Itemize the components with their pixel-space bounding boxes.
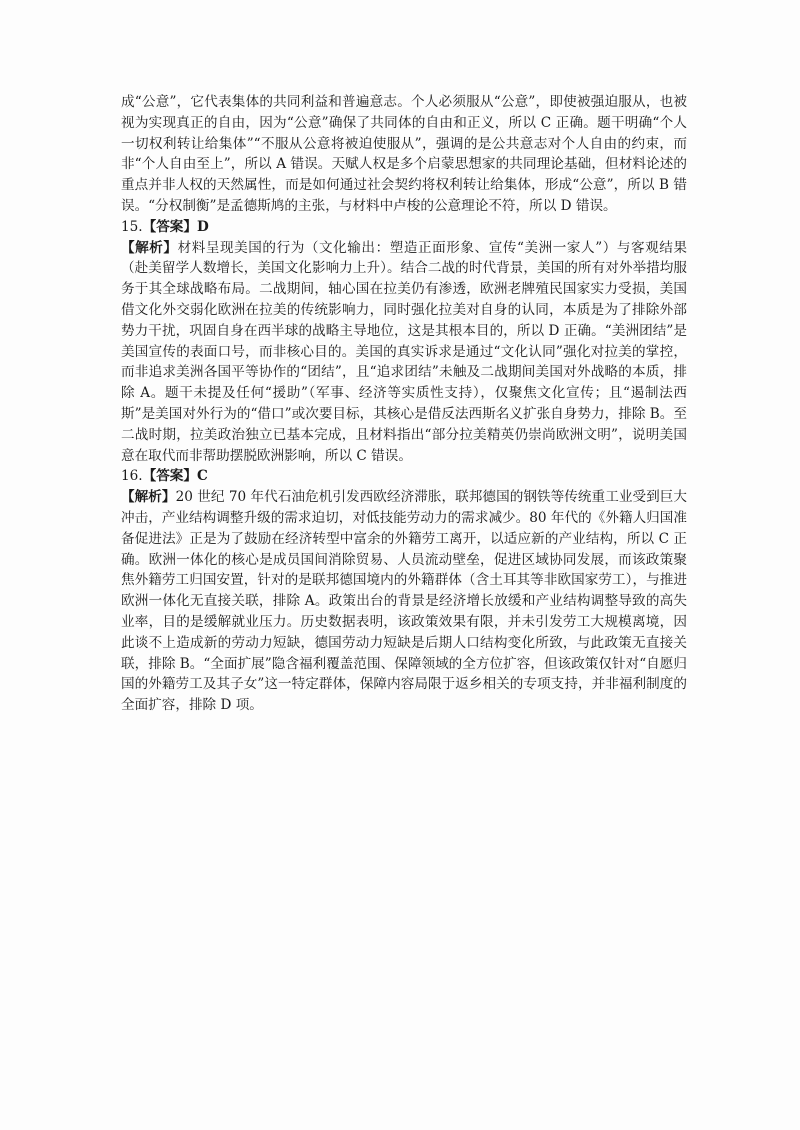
q16-analysis	[121, 487, 687, 716]
q15-analysis	[121, 238, 687, 467]
q15-analysis-text: 材料呈现美国的行为（文化输出：塑造正面形象、宣传“美洲一家人”）与客观结果（赴美留学人数增长，美国文化影响力上升）。结合二战的时代背景，美国的所有对外举措均服务于其全球战略布局。二战期间，轴心国在拉美仍有渗透，欧洲老牌殖民国家实力受损，美国借文化外交弱化欧洲在拉美的传统影响力，同时强化拉美对自身的认同，本质是为了排除外部势力干扰，巩固自身在西半球的战略主导地位，这是其根本目的，所以 D 正确。“美洲团结”是美国宣传的表面口号，而非核心目的。美国的真实诉求是通过“文化认同”强化对拉美的掌控，而非追求美洲各国平等协作的“团结”，且“追求团结”未触及二战期间美国对外战略的本质，排除 A。题干未提及任何“援助”（军事、经济等实质性支持），仅聚焦文化宣传；且“遏制法西斯”是美国对外行为的“借口”或次要目标，其核心是借反法西斯名义扩张自身势力，排除 B。至二战时期，拉美政治独立已基本完成，且材料指出“部分拉美精英仍崇尚欧洲文明”，说明美国意在取代而非帮助摆脱欧洲影响，所以 C 错误。	[121, 239, 688, 464]
q16-answer-tag: 【答案】	[142, 468, 197, 485]
q15-analysis-tag: 【解析】	[121, 239, 178, 256]
q16-analysis-text: 20 世纪 70 年代石油危机引发西欧经济滞胀，联邦德国的钢铁等传统重工业受到巨大冲击，产业结构调整升级的需求迫切，对低技能劳动力的需求减少。80 年代的《外籍人归国准备促进法》正是为了鼓励在经济转型中富余的外籍劳工离开，以适应新的产业结构，所以 C 正确。欧洲一体化的核心是成员国间消除贸易、人员流动壁垒，促进区域协同发展，而该政策聚焦外籍劳工归国安置，针对的是联邦德国境内的外籍群体（含土耳其等非欧国家劳工），与推进欧洲一体化无直接关联，排除 A。政策出台的背景是经济增长放缓和产业结构调整导致的高失业率，目的是缓解就业压力。历史数据表明，该政策效果有限，并未引发劳工大规模离境，因此谈不上造成新的劳动力短缺，德国劳动力短缺是后期人口结构变化所致，与此政策无直接关联，排除 B。“全面扩展”隐含福利覆盖范围、保障领域的全方位扩容，但该政策仅针对“自愿归国的外籍劳工及其子女”这一特定群体，保障内容局限于返乡相关的专项支持，并非福利制度的全面扩容，排除 D 项。	[121, 489, 687, 714]
q16-number: 16.	[121, 468, 143, 485]
q16-answer-line	[121, 466, 687, 487]
q15-answer-tag: 【答案】	[142, 218, 197, 235]
q16-analysis-tag: 【解析】	[121, 489, 176, 506]
q15-number: 15.	[121, 218, 143, 235]
q15-answer-line	[121, 217, 687, 238]
document-body	[121, 92, 687, 716]
q16-answer-value: C	[197, 468, 208, 485]
q15-answer-value: D	[197, 218, 209, 235]
previous-question-analysis: 成“公意”，它代表集体的共同利益和普遍意志。个人必须服从“公意”，即使被强迫服从，也被视为实现真正的自由，因为“公意”确保了共同体的自由和正义，所以 C 正确。题干明确“个人一切权利转让给集体”“不服从公意将被迫使服从”，强调的是公共意志对个人自由的约束，而非“个人自由至上”，所以 A 错误。天赋人权是多个启蒙思想家的共同理论基础，但材料论述的重点并非人权的天然属性，而是如何通过社会契约将权利转让给集体，形成“公意”，所以 B 错误。“分权制衡”是孟德斯鸠的主张，与材料中卢梭的公意理论不符，所以 D 错误。	[121, 94, 687, 214]
